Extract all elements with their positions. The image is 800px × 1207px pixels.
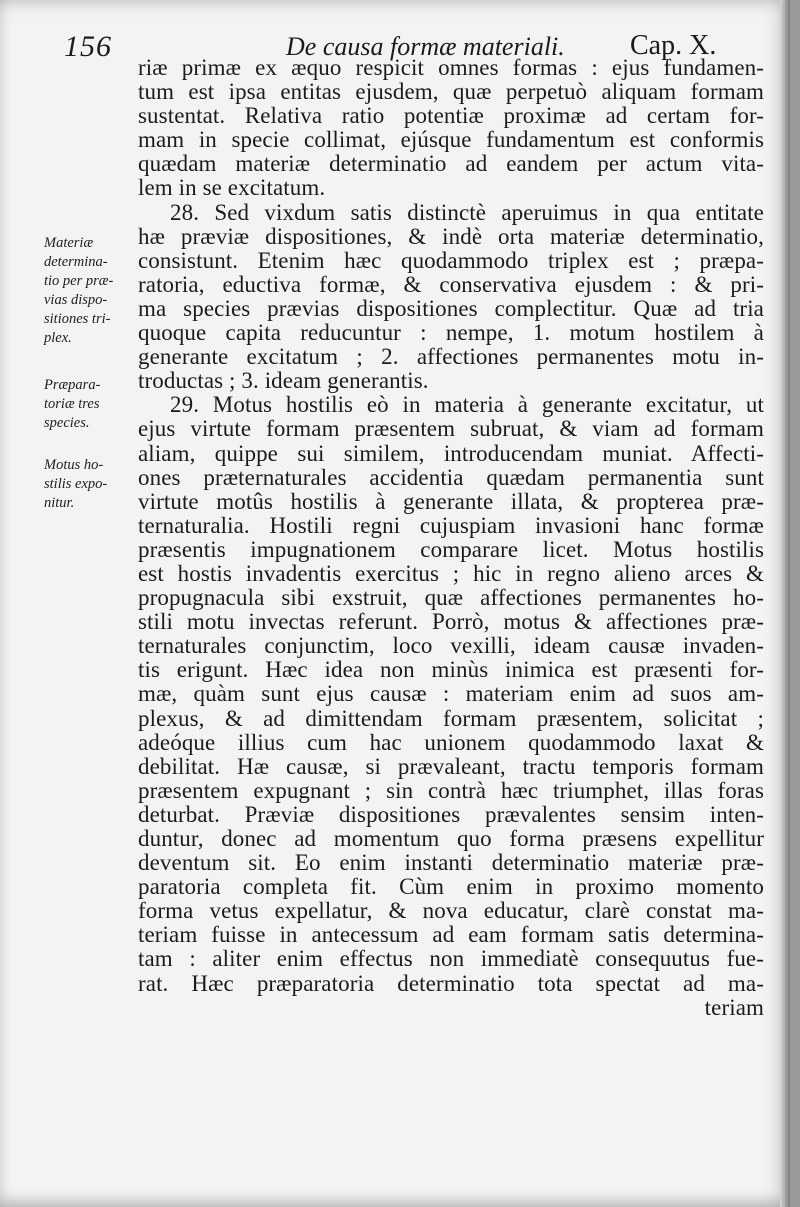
text-line: ma species prævias dispositiones complectitur. Quæ ad tria (138, 295, 764, 321)
margin-note-line: sitiones tri- (44, 311, 111, 327)
body-text (138, 56, 764, 1020)
chapter-label: Cap. X. (630, 30, 717, 61)
running-head: De causa formæ materiali. (286, 32, 565, 61)
text-line: forma vetus expellatur, & nova educatur, clarè constat ma- (138, 898, 764, 924)
text-line: riæ primæ ex æquo respicit omnes formas : ejus fundamen- (138, 55, 764, 80)
text-line: duntur, donec ad momentum quo forma præsens expellitur (138, 826, 764, 851)
paragraph-28-start: 28. Sed vixdum satis distinctè aperuimus in qua entitate (170, 199, 764, 225)
text-line: deventum sit. Eo enim instanti determinatio materiæ præ- (138, 850, 764, 876)
text-line: ternaturales conjunctim, loco vexilli, ideam causæ invaden- (138, 633, 764, 659)
text-line: tam : aliter enim effectus non immediatè consequutus fue- (138, 946, 764, 972)
margin-note-line: Præpara- (44, 377, 101, 393)
margin-note-line: tio per præ- (44, 273, 114, 289)
text-line: rat. Hæc præparatoria determinatio tota spectat ad ma- (138, 970, 764, 996)
text-line: paratoria completa fit. Cùm enim in proximo momento (138, 874, 764, 900)
margin-note-line: vias dispo- (44, 292, 108, 308)
text-line: ejus virtute formam præsentem subruat, & viam ad formam (138, 416, 764, 442)
text-line: troductas ; 3. ideam generantis. (138, 368, 429, 394)
text-line: propugnacula sibi exstruit, quæ affectiones permanentes ho- (138, 585, 764, 611)
margin-note-line: species. (44, 415, 90, 431)
text-line: quoque capita reducuntur : nempe, 1. motum hostilem à (138, 320, 764, 346)
text-line: ternaturalia. Hostili regni cujuspiam invasioni hanc formæ (138, 512, 764, 538)
text-line: consistunt. Etenim hæc quodammodo triplex est ; præpa- (138, 247, 764, 273)
text-line: mam in specie collimat, ejúsque fundamentum est conformis (138, 127, 764, 153)
text-line: teriam fuisse in antecessum ad eam formam satis determina- (138, 922, 764, 948)
text-line: ones præternaturales accidentia quædam permanentia sunt (138, 464, 764, 490)
margin-note-line: stilis expo- (44, 476, 108, 492)
text-line: præsentem expugnant ; sin contrà hæc triumphet, illas foras (138, 777, 764, 803)
margin-note-line: determina- (44, 254, 108, 270)
text-line: virtute motûs hostilis à generante illata, & propterea præ- (138, 488, 764, 514)
text-line: adeóque illius cum hac unionem quodammodo laxat & (138, 729, 764, 755)
text-line: tis erigunt. Hæc idea non minùs inimica est præsenti for- (138, 657, 764, 683)
text-line: aliam, quippe sui similem, introducendam muniat. Affecti- (138, 440, 764, 466)
paragraph-29-start: 29. Motus hostilis eò in materia à generante excitatur, ut (170, 392, 764, 418)
catchword: teriam (704, 994, 764, 1020)
text-line: generante excitatum ; 2. affectiones permanentes motu in- (138, 344, 764, 370)
page-edge-shadow (780, 0, 790, 1207)
text-line: lem in se excitatum. (138, 175, 326, 201)
text-line: deturbat. Præviæ dispositiones prævalentes sensim inten- (138, 801, 764, 827)
text-line: ratoria, eductiva formæ, & conservativa ejusdem : & pri- (138, 271, 764, 297)
margin-note-line: plex. (44, 330, 72, 346)
margin-note (44, 376, 138, 433)
text-line: sustentat. Relativa ratio potentiæ proximæ ad certam for- (138, 103, 764, 129)
margin-note-line: Motus ho- (44, 457, 104, 473)
margin-note (44, 234, 138, 348)
margin-note-line: Materiæ (44, 235, 94, 251)
text-line: plexus, & ad dimittendam formam præsentem, solicitat ; (138, 705, 764, 731)
margin-note-line: toriæ tres (44, 396, 100, 412)
text-line: mæ, quàm sunt ejus causæ : materiam enim ad suos am- (138, 681, 764, 707)
text-line: debilitat. Hæ causæ, si prævaleant, tractu temporis formam (138, 753, 764, 779)
margin-note (44, 456, 138, 513)
text-line: hæ præviæ dispositiones, & indè orta materiæ determinatio, (138, 223, 764, 249)
text-line: quædam materiæ determinatio ad eandem per actum vita- (138, 151, 764, 177)
text-line: tum est ipsa entitas ejusdem, quæ perpetuò aliquam formam (138, 79, 764, 105)
margin-note-line: nitur. (44, 495, 75, 511)
text-line: stili motu invectas referunt. Porrò, motus & affectiones præ- (138, 609, 764, 635)
text-line: est hostis invadentis exercitus ; hic in regno alieno arces & (138, 560, 764, 586)
text-line: præsentis impugnationem comparare licet. Motus hostilis (138, 536, 764, 562)
page-number: 156 (64, 30, 112, 63)
